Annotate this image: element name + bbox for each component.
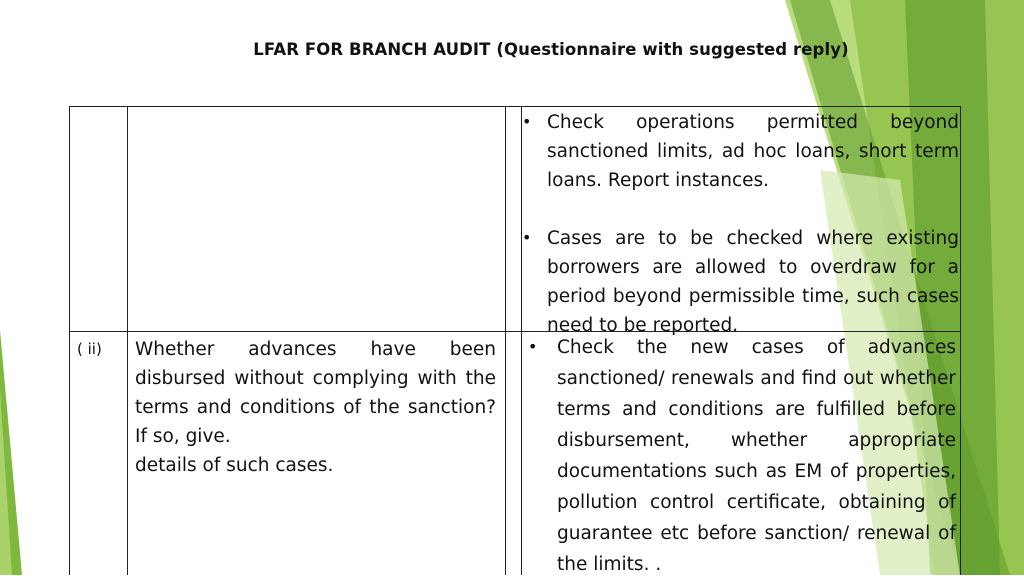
slide-title: LFAR FOR BRANCH AUDIT (Questionnaire with suggested reply) — [253, 40, 849, 59]
bullet-point: • — [528, 337, 538, 356]
reply-text: Check the new cases of advances sanctioned/ renewals and find out whether terms and conditions are fulfilled before disbursement, whether appropriate documentations such as EM of properties, pollution control certificate, obtaining of guarantee etc before sanction/ renewal of the limits. . — [557, 337, 956, 575]
reply-text: Check operations permitted beyond sanctioned limits, ad hoc loans, short term loans. Report instances. — [547, 112, 959, 191]
reply-text: Cases are to be checked where existing borrowers are allowed to overdraw for a period beyond permissible time, such cases need to be reported. — [547, 228, 959, 336]
bullet-point: • — [522, 112, 532, 131]
table-border-right — [960, 106, 961, 575]
row-number: ( ii) — [77, 340, 102, 358]
question-text: Whether advances have been disbursed without complying with the terms and conditions of the sanction? If so, give. — [135, 339, 496, 447]
bullet-point: • — [522, 228, 532, 247]
table-border-left — [69, 106, 70, 575]
table-top-border — [69, 106, 961, 107]
table-col-divider-2 — [505, 106, 506, 575]
question-text-continued: details of such cases. — [135, 455, 334, 476]
table-col-divider-1 — [127, 106, 128, 575]
table-col-divider-3 — [521, 106, 522, 575]
